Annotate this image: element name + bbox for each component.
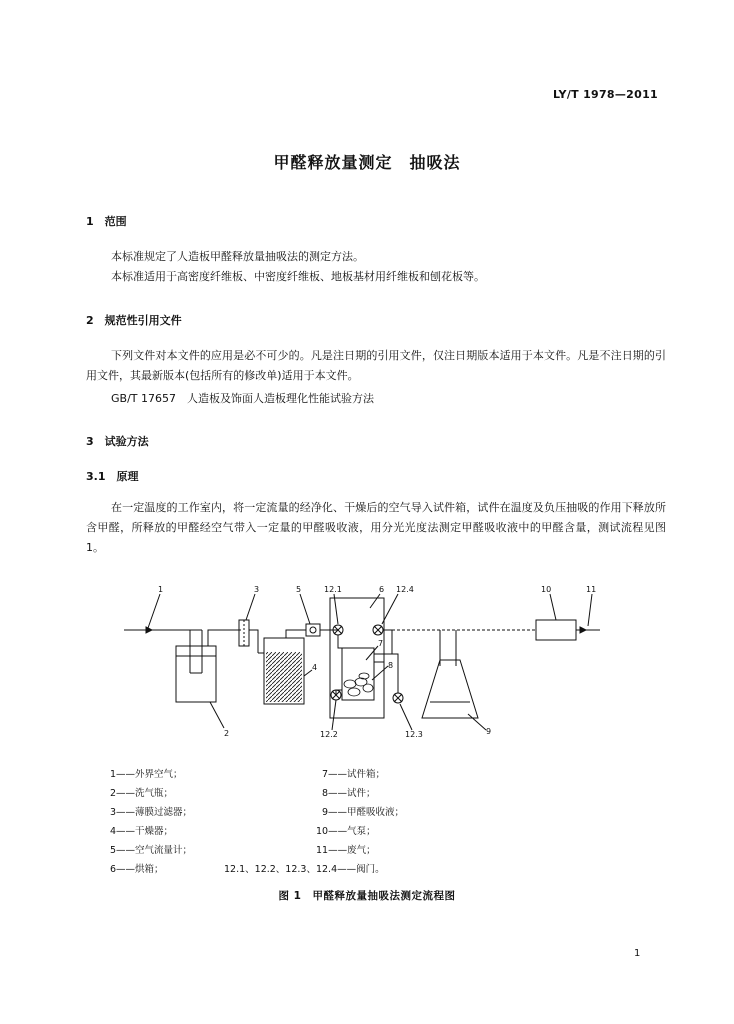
legend-left-2: 3——薄膜过滤器；: [110, 807, 193, 818]
section-3-1-paragraph-text: 在一定温度的工作室内，将一定流量的经净化、干燥后的空气导入试件箱，试件在温度及负压抽吸的作用下释放所含甲醛，所释放的甲醛经空气带入一定量的甲醛吸收液，用分光光度法测定甲醛吸收液中的甲醛含量，测试流程见图 1。: [86, 501, 666, 554]
standard-number: LY/T 1978—2011: [552, 88, 658, 101]
label-12-2: 12.2: [320, 730, 338, 739]
specimens: [344, 673, 373, 696]
section-1-paragraph-1: 本标准规定了人造板甲醛释放量抽吸法的测定方法。: [111, 250, 364, 263]
leader-12-2: [332, 700, 336, 730]
legend-right-1: 8——试件；: [322, 788, 376, 799]
wash-bottle: [176, 646, 216, 702]
label-9: 9: [486, 727, 492, 736]
legend-right-0: 7——试件箱；: [322, 769, 386, 780]
legend-right-4: 11——废气；: [316, 845, 376, 856]
leader-6: [370, 594, 380, 608]
legend-left-3: 4——干燥器；: [110, 826, 174, 837]
label-5: 5: [296, 585, 302, 594]
section-3-1-paragraph: [86, 498, 666, 558]
air-flowmeter: [306, 624, 320, 636]
section-3-1-heading: 3.1 原理: [86, 470, 139, 483]
page-title: 甲醛释放量测定 抽吸法: [273, 153, 461, 172]
legend-left-4: 5——空气流量计；: [110, 845, 193, 856]
label-12-3: 12.3: [405, 730, 423, 739]
flow-diagram: [0, 580, 734, 750]
label-4: 4: [312, 663, 318, 672]
legend-left-5: 6——烘箱；: [110, 864, 164, 875]
section-3-heading: 3 试验方法: [86, 435, 149, 448]
bypass-pipe-right: [392, 654, 398, 693]
label-12-1: 12.1: [324, 585, 342, 594]
section-1-heading: 1 范围: [86, 215, 127, 228]
label-3: 3: [254, 585, 260, 594]
pipe-to-dryer: [249, 630, 258, 653]
flowmeter-gauge: [310, 627, 316, 633]
figure-caption: 图 1 甲醛释放量抽吸法测定流程图: [278, 890, 456, 902]
leader-2: [210, 702, 224, 728]
label-12-4: 12.4: [396, 585, 414, 594]
normative-reference: GB/T 17657 人造板及饰面人造板理化性能试验方法: [111, 392, 374, 405]
leader-1: [148, 594, 160, 628]
inlet-arrow: [146, 627, 152, 633]
legend-valves: 12.1、12.2、12.3、12.4——阀门。: [224, 864, 385, 875]
absorption-flask: [422, 660, 478, 718]
exhaust-arrow: [580, 627, 586, 633]
leader-5: [300, 594, 310, 624]
section-2-paragraph: [86, 346, 666, 386]
label-11: 11: [586, 585, 597, 594]
leader-4: [304, 670, 312, 676]
legend-right-2: 9——甲醛吸收液；: [322, 807, 405, 818]
leader-11: [588, 594, 592, 626]
pipe-to-flowmeter: [286, 630, 306, 638]
section-2-heading: 2 规范性引用文件: [86, 314, 182, 327]
label-10: 10: [541, 585, 552, 594]
pipe-to-filter: [208, 630, 241, 646]
section-1-paragraph-2: 本标准适用于高密度纤维板、中密度纤维板、地板基材用纤维板和刨花板等。: [111, 270, 485, 283]
legend-left-1: 2——洗气瓶；: [110, 788, 174, 799]
page-number: 1: [634, 948, 641, 959]
section-2-paragraph-text: 下列文件对本文件的应用是必不可少的。凡是注日期的引用文件，仅注日期版本适用于本文件。凡是不注日期的引用文件，其最新版本(包括所有的修改单)适用于本文件。: [86, 349, 666, 382]
label-1: 1: [158, 585, 164, 594]
leader-10: [550, 594, 556, 620]
label-7: 7: [378, 639, 384, 648]
air-pump: [536, 620, 576, 640]
label-2: 2: [224, 729, 230, 738]
label-8: 8: [388, 661, 394, 670]
chamber-inlet-pipe: [338, 635, 342, 648]
leader-12-3: [400, 704, 412, 730]
leader-3: [246, 594, 255, 620]
label-6: 6: [379, 585, 385, 594]
desiccant: [266, 652, 302, 702]
legend-left-0: 1——外界空气；: [110, 769, 183, 780]
legend-right-3: 10——气泵；: [316, 826, 376, 837]
